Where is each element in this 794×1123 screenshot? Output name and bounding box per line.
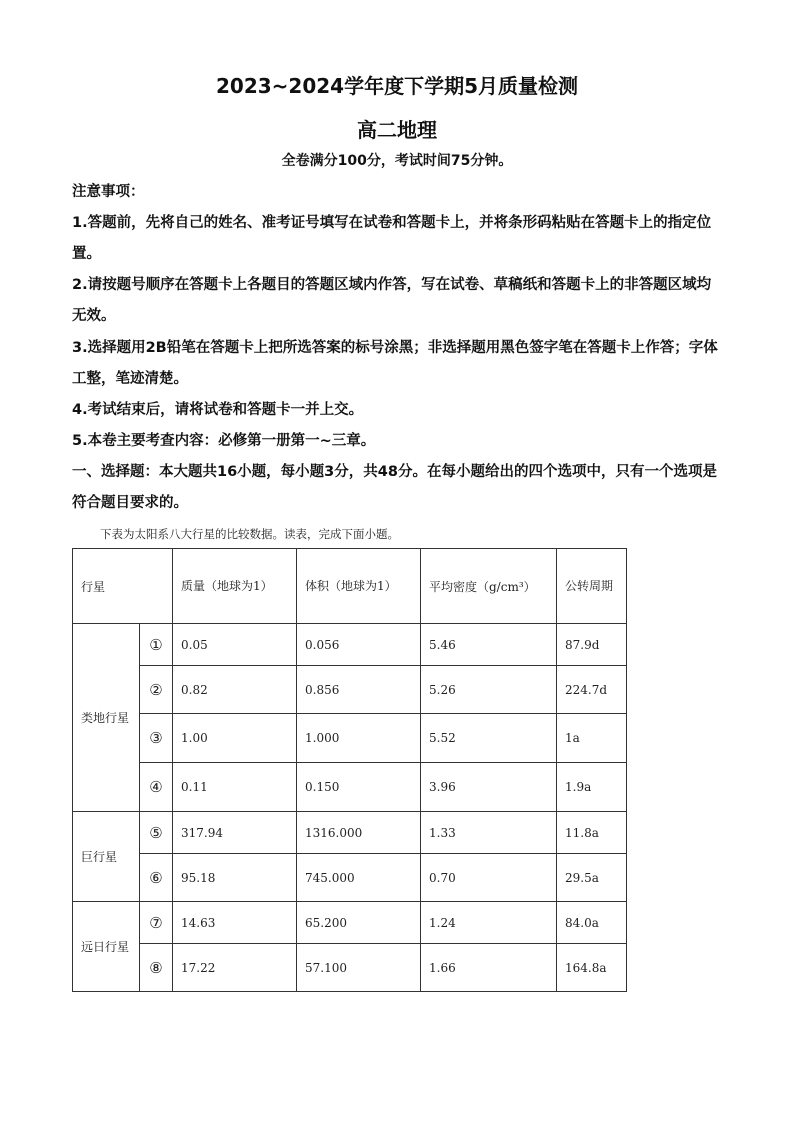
group-giant: 巨行星	[73, 812, 140, 902]
cell-density: 5.46	[421, 624, 557, 666]
cell-period: 84.0a	[557, 902, 627, 944]
cell-mass: 95.18	[173, 854, 297, 902]
cell-mass: 317.94	[173, 812, 297, 854]
note-item: 4.考试结束后，请将试卷和答题卡一并上交。	[72, 402, 364, 418]
cell-density: 1.24	[421, 902, 557, 944]
cell-mass: 14.63	[173, 902, 297, 944]
cell-period: 87.9d	[557, 624, 627, 666]
notes-heading: 注意事项：	[72, 184, 145, 200]
cell-volume: 0.056	[297, 624, 421, 666]
cell-period: 11.8a	[557, 812, 627, 854]
cell-period: 224.7d	[557, 666, 627, 714]
note-item: 2.请按题号顺序在答题卡上各题目的答题区域内作答，写在试卷、草稿纸和答题卡上的非答题区域均无效。	[72, 277, 712, 324]
planet-number: ③	[140, 714, 173, 763]
header-volume: 体积（地球为1）	[297, 549, 421, 624]
score-time-line: 全卷满分100分，考试时间75分钟。	[281, 153, 513, 169]
table-header-row	[73, 549, 627, 624]
cell-mass: 0.82	[173, 666, 297, 714]
cell-volume: 1316.000	[297, 812, 421, 854]
cell-density: 0.70	[421, 854, 557, 902]
planet-number: ①	[140, 624, 173, 666]
cell-mass: 0.11	[173, 763, 297, 812]
cell-period: 164.8a	[557, 944, 627, 992]
table-row	[73, 944, 627, 992]
header-mass: 质量（地球为1）	[173, 549, 297, 624]
table-row	[73, 854, 627, 902]
cell-period: 29.5a	[557, 854, 627, 902]
cell-mass: 17.22	[173, 944, 297, 992]
document-title: 2023~2024学年度下学期5月质量检测	[215, 74, 578, 98]
cell-mass: 1.00	[173, 714, 297, 763]
planet-number: ⑥	[140, 854, 173, 902]
table-intro: 下表为太阳系八大行星的比较数据。读表，完成下面小题。	[100, 527, 399, 541]
cell-density: 5.52	[421, 714, 557, 763]
cell-density: 5.26	[421, 666, 557, 714]
subject-title: 高二地理	[357, 118, 437, 142]
table-row	[73, 624, 627, 666]
cell-density: 1.33	[421, 812, 557, 854]
cell-volume: 0.856	[297, 666, 421, 714]
group-terrestrial: 类地行星	[73, 624, 140, 812]
table-row	[73, 666, 627, 714]
planet-number: ②	[140, 666, 173, 714]
header-density: 平均密度（g/cm³）	[421, 549, 557, 624]
section-title: 一、选择题：本大题共16小题，每小题3分，共48分。在每小题给出的四个选项中，只有一个选项是符合题目要求的。	[72, 464, 717, 511]
header-period: 公转周期	[557, 549, 627, 624]
note-item: 1.答题前，先将自己的姓名、准考证号填写在试卷和答题卡上，并将条形码粘贴在答题卡上的指定位置。	[72, 215, 712, 262]
note-item: 5.本卷主要考查内容：必修第一册第一~三章。	[72, 433, 376, 449]
planet-number: ⑧	[140, 944, 173, 992]
cell-volume: 0.150	[297, 763, 421, 812]
planet-number: ⑦	[140, 902, 173, 944]
cell-period: 1a	[557, 714, 627, 763]
table-row	[73, 763, 627, 812]
note-item: 3.选择题用2B铅笔在答题卡上把所选答案的标号涂黑；非选择题用黑色签字笔在答题卡上作答；字体工整，笔迹清楚。	[72, 340, 718, 387]
table-row	[73, 812, 627, 854]
table-row	[73, 902, 627, 944]
cell-volume: 745.000	[297, 854, 421, 902]
cell-volume: 57.100	[297, 944, 421, 992]
table-row	[73, 714, 627, 763]
group-distant: 远日行星	[73, 902, 140, 992]
cell-period: 1.9a	[557, 763, 627, 812]
planet-number: ⑤	[140, 812, 173, 854]
cell-mass: 0.05	[173, 624, 297, 666]
cell-density: 3.96	[421, 763, 557, 812]
planet-table	[72, 548, 627, 992]
header-planet: 行星	[73, 549, 173, 624]
cell-volume: 1.000	[297, 714, 421, 763]
planet-number: ④	[140, 763, 173, 812]
cell-density: 1.66	[421, 944, 557, 992]
cell-volume: 65.200	[297, 902, 421, 944]
